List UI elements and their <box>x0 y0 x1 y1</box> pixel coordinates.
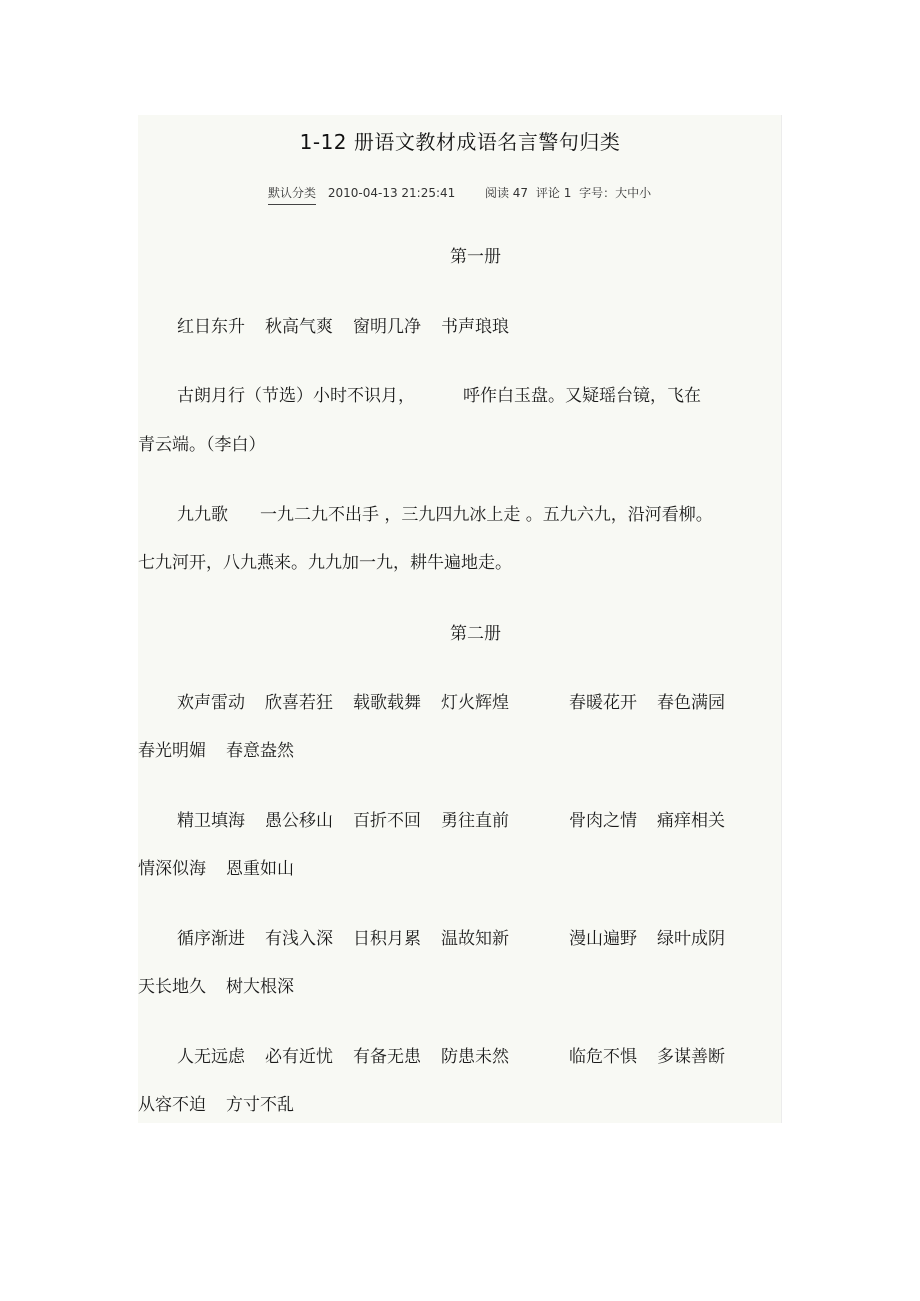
idiom: 有浅入深 <box>265 929 333 949</box>
poem-line: 青云端。（李白） <box>138 435 266 455</box>
idiom: 春光明媚 <box>138 741 206 761</box>
idiom: 红日东升 <box>177 317 245 337</box>
read-count: 阅读 47 <box>484 186 529 200</box>
poem-text: 呼作白玉盘。又疑瑶台镜，飞在 <box>463 386 701 406</box>
idiom: 勇往直前 <box>441 811 509 831</box>
idiom: 绿叶成阴 <box>657 929 725 949</box>
idiom: 窗明几净 <box>353 317 421 337</box>
idiom: 树大根深 <box>226 977 294 997</box>
idiom: 秋高气爽 <box>265 317 333 337</box>
idiom: 循序渐进 <box>177 929 245 949</box>
volume-heading-2: 第二册 <box>450 624 501 644</box>
idiom: 日积月累 <box>353 929 421 949</box>
idiom-row <box>138 924 725 949</box>
idiom-line <box>138 312 509 337</box>
page-title: 1-12 册语文教材成语名言警句归类 <box>299 130 621 154</box>
idiom: 防患未然 <box>441 1047 509 1067</box>
song-line: 七九河开，八九燕来。九九加一九，耕牛遍地走。 <box>138 553 512 573</box>
font-size-control[interactable]: 字号：大中小 <box>579 186 652 200</box>
idiom: 漫山遍野 <box>569 929 637 949</box>
idiom: 方寸不乱 <box>226 1095 294 1115</box>
idiom: 温故知新 <box>441 929 509 949</box>
idiom: 欣喜若狂 <box>265 693 333 713</box>
idiom-row-continued <box>138 736 294 761</box>
idiom: 多谋善断 <box>657 1047 725 1067</box>
post-datetime: 2010-04-13 21:25:41 <box>327 186 456 200</box>
idiom: 百折不回 <box>353 811 421 831</box>
idiom: 春色满园 <box>657 693 725 713</box>
idiom: 载歌载舞 <box>353 693 421 713</box>
idiom: 灯火辉煌 <box>441 693 509 713</box>
idiom: 春暖花开 <box>569 693 637 713</box>
idiom: 书声琅琅 <box>441 317 509 337</box>
category-link[interactable]: 默认分类 <box>268 184 316 205</box>
idiom-row <box>138 806 725 831</box>
comment-count[interactable]: 评论 1 <box>535 186 572 200</box>
idiom: 精卫填海 <box>177 811 245 831</box>
song-title: 九九歌 <box>177 505 228 525</box>
poem-line <box>138 381 701 406</box>
idiom-row <box>138 688 725 713</box>
poem-text: 古朗月行（节选）小时不识月， <box>177 386 415 406</box>
idiom: 欢声雷动 <box>177 693 245 713</box>
idiom: 必有近忧 <box>265 1047 333 1067</box>
idiom: 天长地久 <box>138 977 206 997</box>
idiom: 从容不迫 <box>138 1095 206 1115</box>
idiom: 临危不惧 <box>569 1047 637 1067</box>
idiom: 有备无患 <box>353 1047 421 1067</box>
post-meta <box>268 184 655 205</box>
idiom: 愚公移山 <box>265 811 333 831</box>
idiom-row-continued <box>138 1090 294 1115</box>
idiom-row <box>138 1042 725 1067</box>
idiom-row-continued <box>138 972 294 997</box>
idiom: 痛痒相关 <box>657 811 725 831</box>
idiom: 恩重如山 <box>226 859 294 879</box>
idiom: 情深似海 <box>138 859 206 879</box>
idiom-row-continued <box>138 854 294 879</box>
idiom: 春意盎然 <box>226 741 294 761</box>
song-line <box>138 500 713 525</box>
idiom: 骨肉之情 <box>569 811 637 831</box>
volume-heading-1: 第一册 <box>450 247 501 267</box>
idiom: 人无远虑 <box>177 1047 245 1067</box>
song-text: 一九二九不出手 ，三九四九冰上走 。五九六九，沿河看柳。 <box>260 505 713 525</box>
